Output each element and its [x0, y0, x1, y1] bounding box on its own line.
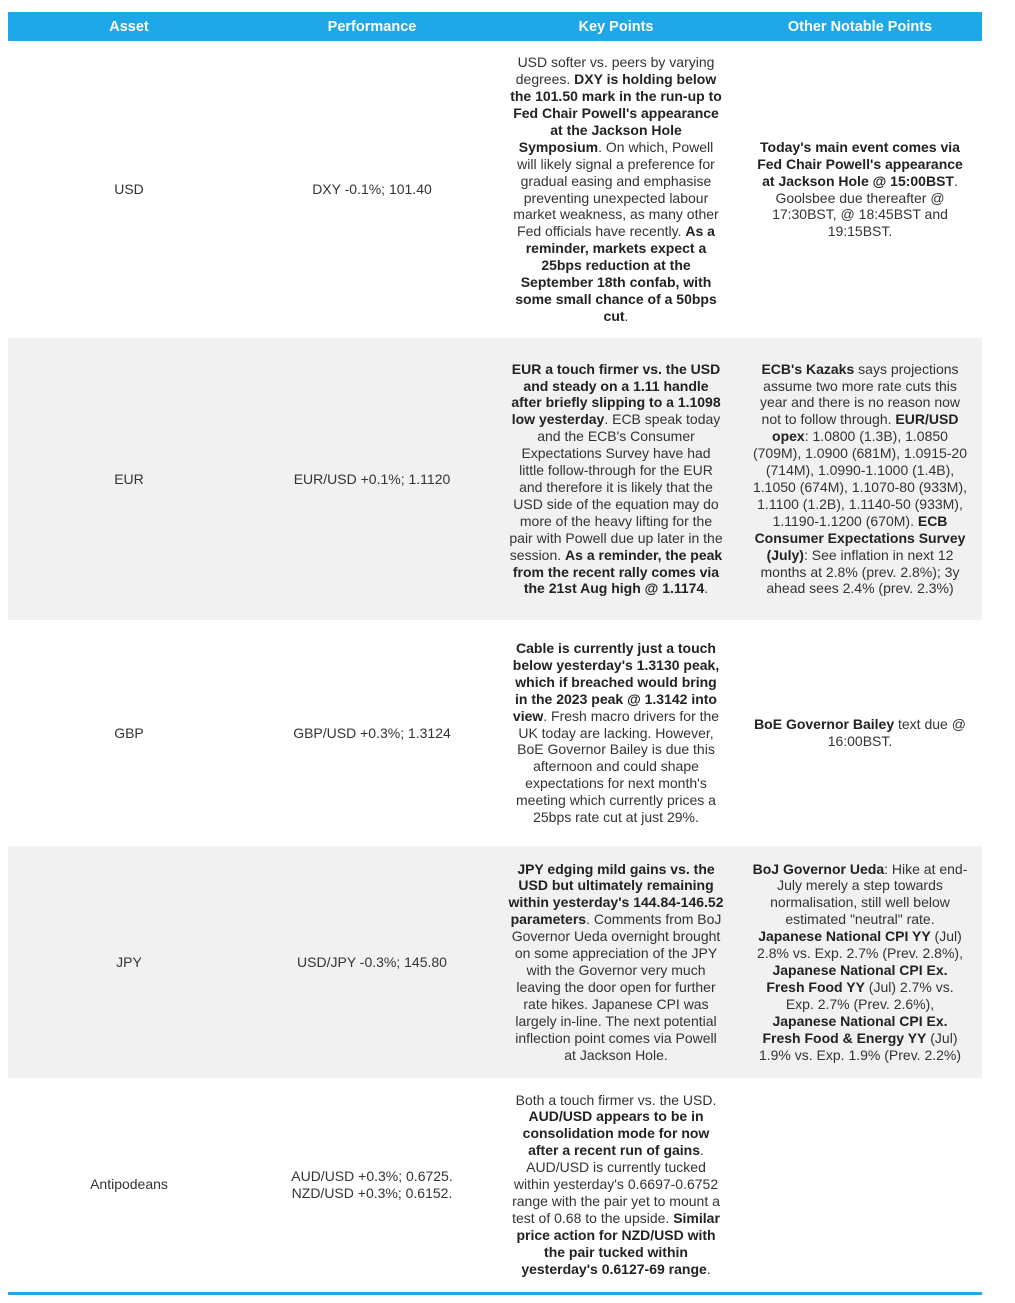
other-notable-points-cell: [738, 41, 982, 338]
header-performance: Performance: [250, 12, 494, 41]
asset-cell: Antipodeans: [90, 1176, 168, 1193]
table-header-row: [8, 12, 982, 41]
text-segment: .: [706, 1260, 711, 1277]
asset-cell: EUR: [8, 338, 250, 620]
performance-cell: EUR/USD +0.1%; 1.1120: [250, 338, 494, 620]
table-row-jpy: [8, 846, 982, 1078]
bold-text-segment: Similar price action for NZD/USD with the pair tucked within yesterday's 0.6127-69 range: [516, 1209, 720, 1277]
text-segment: .: [704, 580, 709, 597]
text-segment: (Jul) 2.8% vs. Exp. 2.7% (Prev. 2.8%),: [757, 928, 963, 962]
other-notable-points-cell: [738, 338, 982, 620]
text-segment: text due @ 16:00BST.: [827, 716, 966, 749]
text-segment: . AUD/USD is currently tucked within yesterday's 0.6697-0.6752 range with the pair yet to mount a test of 0.68 to the upside.: [512, 1142, 720, 1226]
text-segment: : See inflation in next 12 months at 2.8% (prev. 2.8%); 3y ahead sees 2.4% (prev. 2.3%): [760, 546, 960, 597]
bold-text-segment: DXY is holding below the 101.50 mark in the run-up to Fed Chair Powell's appearance at the Jackson Hole Symposium: [510, 71, 722, 155]
table-row-antipodeans: [8, 1078, 982, 1291]
bold-text-segment: ECB Consumer Expectations Survey (July): [754, 512, 966, 563]
other-notable-points-cell: [738, 846, 982, 1078]
bold-text-segment: Today's main event comes via Fed Chair Powell's appearance at Jackson Hole @ 15:00BST: [757, 138, 963, 189]
bold-text-segment: Japanese National CPI YY: [758, 928, 931, 945]
bold-text-segment: EUR a touch firmer vs. the USD and steady on a 1.11 handle after briefly slipping to a 1.1098 low yesterday: [511, 360, 721, 428]
bold-text-segment: Cable is currently just a touch below yesterday's 1.3130 peak, which if breached would bring in the 2023 peak @ 1.3142 into view: [512, 640, 720, 724]
asset-cell: USD: [114, 181, 144, 198]
text-segment: Both a touch firmer vs. the USD.: [515, 1091, 717, 1108]
text-segment: .: [624, 307, 629, 324]
other-notable-points-cell: [738, 620, 982, 846]
bold-text-segment: EUR/USD opex: [772, 411, 959, 445]
text-segment: (Jul) 2.7% vs. Exp. 2.7% (Prev. 2.6%),: [785, 978, 954, 1012]
text-segment: . Comments from BoJ Governor Ueda overnight brought on some appreciation of the JPY with the Governor very much leaving the door open for further rate hikes. Japanese CPI was largely in-line. The next potential inflection point comes via Powell at Jackson Hole.: [511, 911, 722, 1063]
table-bottom-rule: [8, 1292, 982, 1295]
fx-summary-table: [8, 12, 982, 1291]
table-row-usd: [8, 41, 982, 338]
bold-text-segment: ECB's Kazaks: [761, 360, 855, 377]
text-segment: . ECB speak today and the ECB's Consumer Expectations Survey have had little follow-through for the EUR and therefore it is likely that the USD side of the equation may do more of the heavy lifting for the pair with Powell due up later in the session.: [509, 411, 723, 563]
bold-text-segment: As a reminder, markets expect a 25bps reduction at the September 18th confab, with some small chance of a 50bps cut: [515, 223, 717, 324]
bold-text-segment: BoE Governor Bailey: [754, 716, 895, 733]
text-segment: USD softer vs. peers by varying degrees.: [515, 54, 715, 88]
header-asset: Asset: [8, 12, 250, 41]
bold-text-segment: AUD/USD appears to be in consolidation mode for now after a recent run of gains: [522, 1108, 710, 1159]
key-points-cell: [494, 846, 738, 1078]
key-points-cell: [494, 1078, 738, 1291]
bold-text-segment: Japanese National CPI Ex. Fresh Food YY: [766, 962, 948, 995]
table-row-gbp: [8, 620, 982, 846]
asset-cell: JPY: [8, 846, 250, 1078]
key-points-cell: [494, 620, 738, 846]
performance-line-aud: AUD/USD +0.3%; 0.6725.: [291, 1167, 453, 1184]
bold-text-segment: BoJ Governor Ueda: [752, 860, 885, 877]
performance-cell: USD/JPY -0.3%; 145.80: [250, 846, 494, 1078]
performance-cell: DXY -0.1%; 101.40: [312, 181, 432, 198]
bold-text-segment: As a reminder, the peak from the recent rally comes via the 21st Aug high @ 1.1174: [512, 546, 723, 597]
key-points-cell: [494, 338, 738, 620]
table-row-eur: [8, 338, 982, 620]
text-segment: (Jul) 1.9% vs. Exp. 1.9% (Prev. 2.2%): [758, 1029, 962, 1063]
text-segment: : Hike at end-July merely a step towards normalisation, still well below estimated "neutral" rate.: [770, 860, 968, 928]
text-segment: . On which, Powell will likely signal a preference for gradual easing and emphasise preventing unexpected labour market weakness, as many other Fed officials have recently.: [513, 138, 719, 240]
performance-cell: [250, 1078, 494, 1291]
key-points-cell: [494, 41, 738, 338]
text-segment: : 1.0800 (1.3B), 1.0850 (709M), 1.0900 (681M), 1.0915-20 (714M), 1.0990-1.1000 (1.4B), 1.1050 (674M), 1.1070-80 (933M), 1.1100 (1.2B), 1.1140-50 (933M), 1.1190-1.1200 (670M).: [752, 428, 967, 529]
other-notable-points-cell: [738, 1078, 982, 1291]
bold-text-segment: JPY edging mild gains vs. the USD but ultimately remaining within yesterday's 144.84-146.52 parameters: [508, 860, 724, 928]
text-segment: . Goolsbee due thereafter @ 17:30BST, @ 18:45BST and 19:15BST.: [772, 172, 958, 240]
text-segment: . Fresh macro drivers for the UK today are lacking. However, BoE Governor Bailey is due this afternoon and could shape expectations for next month's meeting which currently prices a 25bps rate cut at just 29%.: [516, 707, 720, 826]
bold-text-segment: Japanese National CPI Ex. Fresh Food & Energy YY: [762, 1012, 948, 1046]
performance-cell: GBP/USD +0.3%; 1.3124: [293, 724, 451, 741]
header-key-points: Key Points: [494, 12, 738, 41]
asset-cell: GBP: [114, 724, 144, 741]
text-segment: says projections assume two more rate cuts this year and there is no reason now not to follow through.: [759, 360, 960, 428]
header-other-notable-points: Other Notable Points: [738, 12, 982, 41]
performance-line-nzd: NZD/USD +0.3%; 0.6152.: [291, 1184, 453, 1201]
